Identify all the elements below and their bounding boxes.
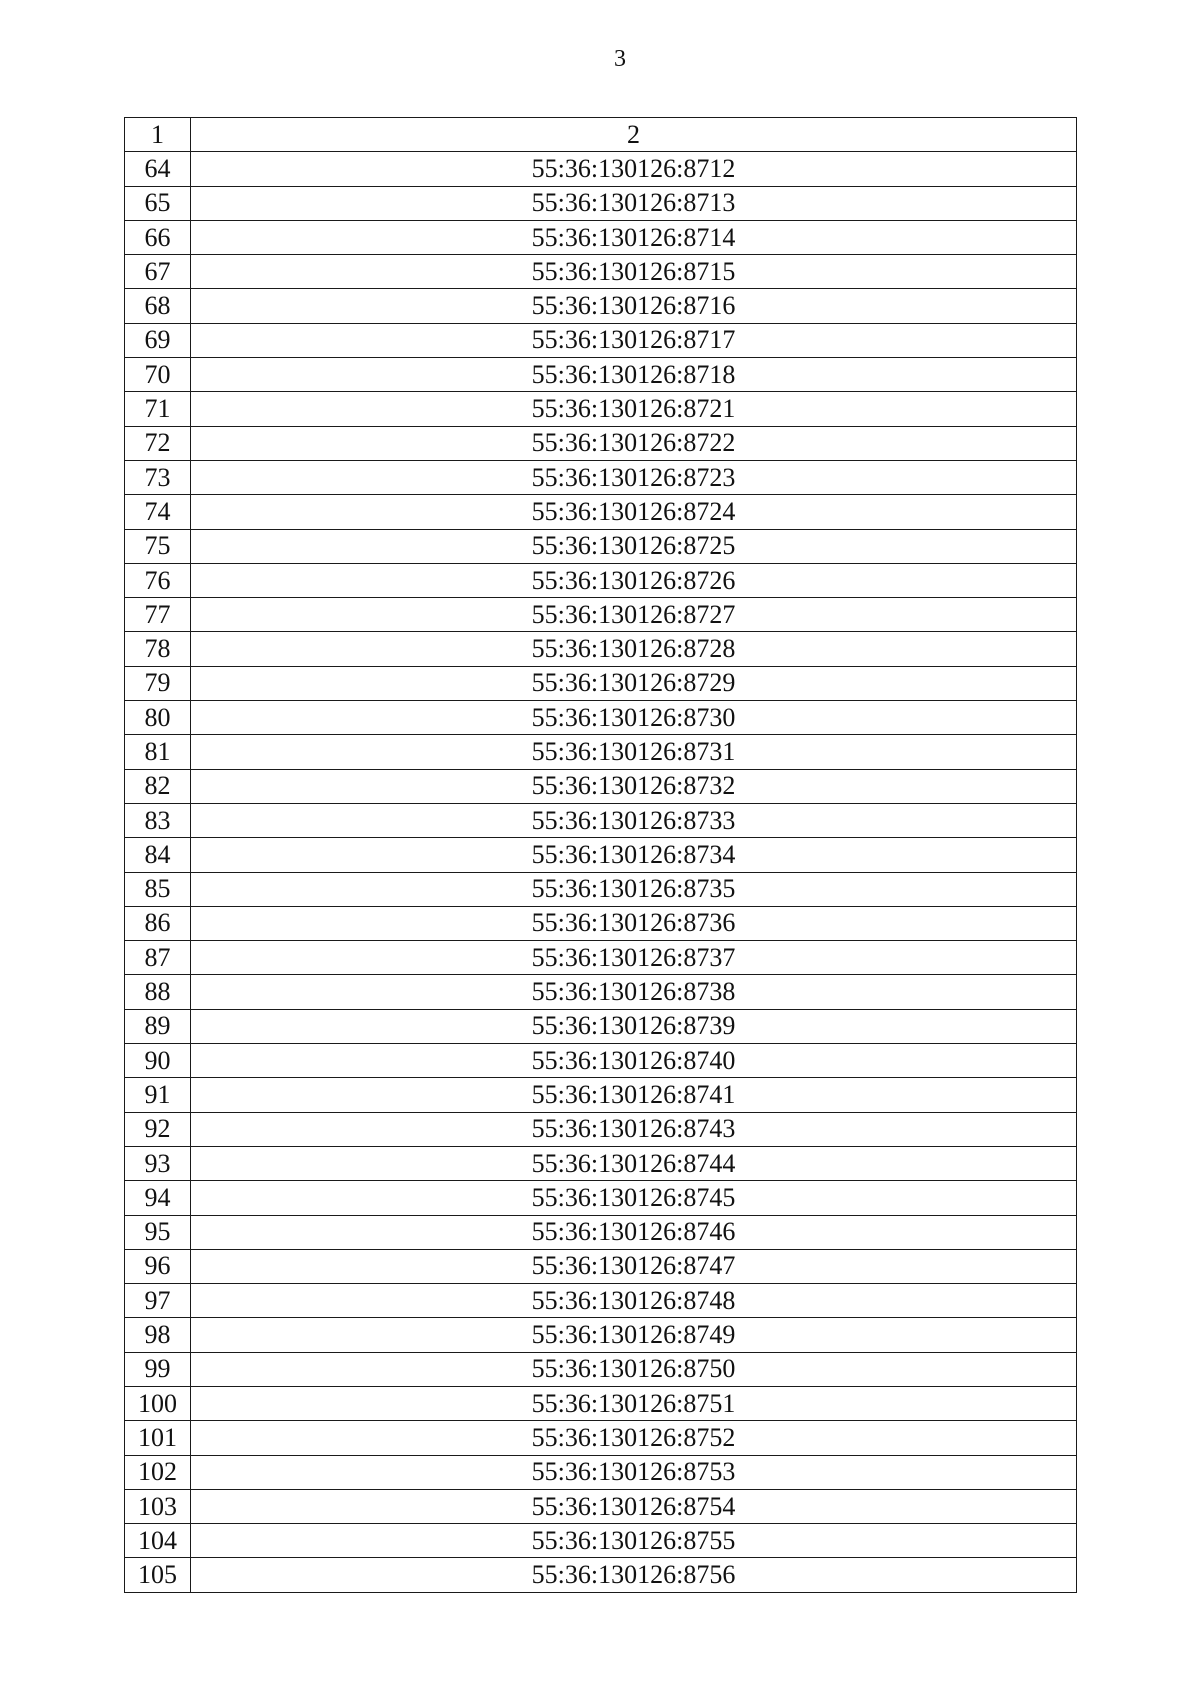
row-number-cell: 87 bbox=[125, 941, 191, 975]
table-row bbox=[125, 392, 1077, 426]
table-header bbox=[125, 118, 1077, 152]
row-number-cell: 84 bbox=[125, 838, 191, 872]
row-number-cell: 97 bbox=[125, 1284, 191, 1318]
cadastral-number-cell: 55:36:130126:8756 bbox=[191, 1558, 1077, 1592]
table-row bbox=[125, 666, 1077, 700]
row-number-cell: 105 bbox=[125, 1558, 191, 1592]
cadastral-number-cell: 55:36:130126:8725 bbox=[191, 529, 1077, 563]
cadastral-number-cell: 55:36:130126:8754 bbox=[191, 1489, 1077, 1523]
table-row bbox=[125, 598, 1077, 632]
column-code-header: 2 bbox=[191, 118, 1077, 152]
table-row bbox=[125, 1249, 1077, 1283]
row-number-cell: 101 bbox=[125, 1421, 191, 1455]
cadastral-number-cell: 55:36:130126:8714 bbox=[191, 220, 1077, 254]
page-number: 3 bbox=[614, 46, 626, 72]
table-row bbox=[125, 906, 1077, 940]
table-row bbox=[125, 1078, 1077, 1112]
cadastral-number-cell: 55:36:130126:8717 bbox=[191, 323, 1077, 357]
table-row bbox=[125, 701, 1077, 735]
cadastral-number-cell: 55:36:130126:8731 bbox=[191, 735, 1077, 769]
table-row bbox=[125, 495, 1077, 529]
row-number-cell: 76 bbox=[125, 563, 191, 597]
row-number-cell: 82 bbox=[125, 769, 191, 803]
cadastral-number-cell: 55:36:130126:8726 bbox=[191, 563, 1077, 597]
cadastral-number-cell: 55:36:130126:8734 bbox=[191, 838, 1077, 872]
table-row bbox=[125, 529, 1077, 563]
cadastral-number-cell: 55:36:130126:8746 bbox=[191, 1215, 1077, 1249]
cadastral-number-cell: 55:36:130126:8743 bbox=[191, 1112, 1077, 1146]
row-number-cell: 92 bbox=[125, 1112, 191, 1146]
cadastral-number-cell: 55:36:130126:8735 bbox=[191, 872, 1077, 906]
row-number-cell: 83 bbox=[125, 803, 191, 837]
row-number-cell: 72 bbox=[125, 426, 191, 460]
row-number-cell: 64 bbox=[125, 152, 191, 186]
cadastral-number-cell: 55:36:130126:8744 bbox=[191, 1146, 1077, 1180]
table-row bbox=[125, 1489, 1077, 1523]
row-number-cell: 81 bbox=[125, 735, 191, 769]
cadastral-number-cell: 55:36:130126:8751 bbox=[191, 1386, 1077, 1420]
cadastral-number-cell: 55:36:130126:8752 bbox=[191, 1421, 1077, 1455]
cadastral-number-cell: 55:36:130126:8749 bbox=[191, 1318, 1077, 1352]
table-row bbox=[125, 769, 1077, 803]
table-row bbox=[125, 460, 1077, 494]
row-number-cell: 98 bbox=[125, 1318, 191, 1352]
cadastral-number-cell: 55:36:130126:8713 bbox=[191, 186, 1077, 220]
table-row bbox=[125, 1146, 1077, 1180]
cadastral-number-cell: 55:36:130126:8721 bbox=[191, 392, 1077, 426]
row-number-cell: 104 bbox=[125, 1524, 191, 1558]
row-number-cell: 100 bbox=[125, 1386, 191, 1420]
table-row bbox=[125, 289, 1077, 323]
row-number-cell: 95 bbox=[125, 1215, 191, 1249]
row-number-cell: 79 bbox=[125, 666, 191, 700]
table-row bbox=[125, 632, 1077, 666]
table-row bbox=[125, 1318, 1077, 1352]
row-number-cell: 90 bbox=[125, 1044, 191, 1078]
table-row bbox=[125, 1284, 1077, 1318]
cadastral-number-cell: 55:36:130126:8748 bbox=[191, 1284, 1077, 1318]
row-number-cell: 80 bbox=[125, 701, 191, 735]
table-row bbox=[125, 975, 1077, 1009]
table-row bbox=[125, 1009, 1077, 1043]
row-number-cell: 94 bbox=[125, 1181, 191, 1215]
row-number-cell: 73 bbox=[125, 460, 191, 494]
cadastral-number-cell: 55:36:130126:8745 bbox=[191, 1181, 1077, 1215]
cadastral-number-cell: 55:36:130126:8712 bbox=[191, 152, 1077, 186]
row-number-cell: 89 bbox=[125, 1009, 191, 1043]
table-row bbox=[125, 1386, 1077, 1420]
table-row bbox=[125, 255, 1077, 289]
row-number-cell: 85 bbox=[125, 872, 191, 906]
row-number-cell: 91 bbox=[125, 1078, 191, 1112]
column-number-header: 1 bbox=[125, 118, 191, 152]
cadastral-number-cell: 55:36:130126:8728 bbox=[191, 632, 1077, 666]
table-row bbox=[125, 426, 1077, 460]
row-number-cell: 66 bbox=[125, 220, 191, 254]
row-number-cell: 99 bbox=[125, 1352, 191, 1386]
cadastral-number-cell: 55:36:130126:8716 bbox=[191, 289, 1077, 323]
registry-table bbox=[124, 117, 1077, 1593]
table-row bbox=[125, 152, 1077, 186]
table-row bbox=[125, 358, 1077, 392]
table-row bbox=[125, 323, 1077, 357]
table-row bbox=[125, 1352, 1077, 1386]
table-row bbox=[125, 1044, 1077, 1078]
cadastral-number-cell: 55:36:130126:8732 bbox=[191, 769, 1077, 803]
cadastral-number-cell: 55:36:130126:8722 bbox=[191, 426, 1077, 460]
table-row bbox=[125, 1421, 1077, 1455]
table-row bbox=[125, 220, 1077, 254]
row-number-cell: 96 bbox=[125, 1249, 191, 1283]
row-number-cell: 71 bbox=[125, 392, 191, 426]
table-row bbox=[125, 838, 1077, 872]
cadastral-number-cell: 55:36:130126:8727 bbox=[191, 598, 1077, 632]
table-row bbox=[125, 941, 1077, 975]
cadastral-number-cell: 55:36:130126:8740 bbox=[191, 1044, 1077, 1078]
cadastral-number-cell: 55:36:130126:8753 bbox=[191, 1455, 1077, 1489]
row-number-cell: 65 bbox=[125, 186, 191, 220]
table-row bbox=[125, 1558, 1077, 1592]
cadastral-number-cell: 55:36:130126:8724 bbox=[191, 495, 1077, 529]
table-row bbox=[125, 1112, 1077, 1146]
cadastral-number-cell: 55:36:130126:8737 bbox=[191, 941, 1077, 975]
row-number-cell: 75 bbox=[125, 529, 191, 563]
cadastral-number-cell: 55:36:130126:8739 bbox=[191, 1009, 1077, 1043]
table-row bbox=[125, 735, 1077, 769]
table-row bbox=[125, 1524, 1077, 1558]
table-row bbox=[125, 186, 1077, 220]
row-number-cell: 102 bbox=[125, 1455, 191, 1489]
cadastral-number-cell: 55:36:130126:8729 bbox=[191, 666, 1077, 700]
table-row bbox=[125, 1215, 1077, 1249]
table-body bbox=[125, 152, 1077, 1592]
row-number-cell: 78 bbox=[125, 632, 191, 666]
cadastral-number-cell: 55:36:130126:8741 bbox=[191, 1078, 1077, 1112]
cadastral-number-cell: 55:36:130126:8747 bbox=[191, 1249, 1077, 1283]
cadastral-number-cell: 55:36:130126:8755 bbox=[191, 1524, 1077, 1558]
header-row bbox=[125, 118, 1077, 152]
cadastral-number-cell: 55:36:130126:8733 bbox=[191, 803, 1077, 837]
row-number-cell: 93 bbox=[125, 1146, 191, 1180]
row-number-cell: 103 bbox=[125, 1489, 191, 1523]
cadastral-number-cell: 55:36:130126:8718 bbox=[191, 358, 1077, 392]
table-row bbox=[125, 1455, 1077, 1489]
row-number-cell: 67 bbox=[125, 255, 191, 289]
table-row bbox=[125, 563, 1077, 597]
row-number-cell: 68 bbox=[125, 289, 191, 323]
table-row bbox=[125, 1181, 1077, 1215]
cadastral-number-cell: 55:36:130126:8736 bbox=[191, 906, 1077, 940]
cadastral-number-cell: 55:36:130126:8715 bbox=[191, 255, 1077, 289]
row-number-cell: 88 bbox=[125, 975, 191, 1009]
cadastral-number-cell: 55:36:130126:8723 bbox=[191, 460, 1077, 494]
row-number-cell: 74 bbox=[125, 495, 191, 529]
table-row bbox=[125, 872, 1077, 906]
row-number-cell: 86 bbox=[125, 906, 191, 940]
table-row bbox=[125, 803, 1077, 837]
row-number-cell: 77 bbox=[125, 598, 191, 632]
cadastral-number-cell: 55:36:130126:8738 bbox=[191, 975, 1077, 1009]
cadastral-number-cell: 55:36:130126:8750 bbox=[191, 1352, 1077, 1386]
cadastral-number-cell: 55:36:130126:8730 bbox=[191, 701, 1077, 735]
row-number-cell: 70 bbox=[125, 358, 191, 392]
row-number-cell: 69 bbox=[125, 323, 191, 357]
